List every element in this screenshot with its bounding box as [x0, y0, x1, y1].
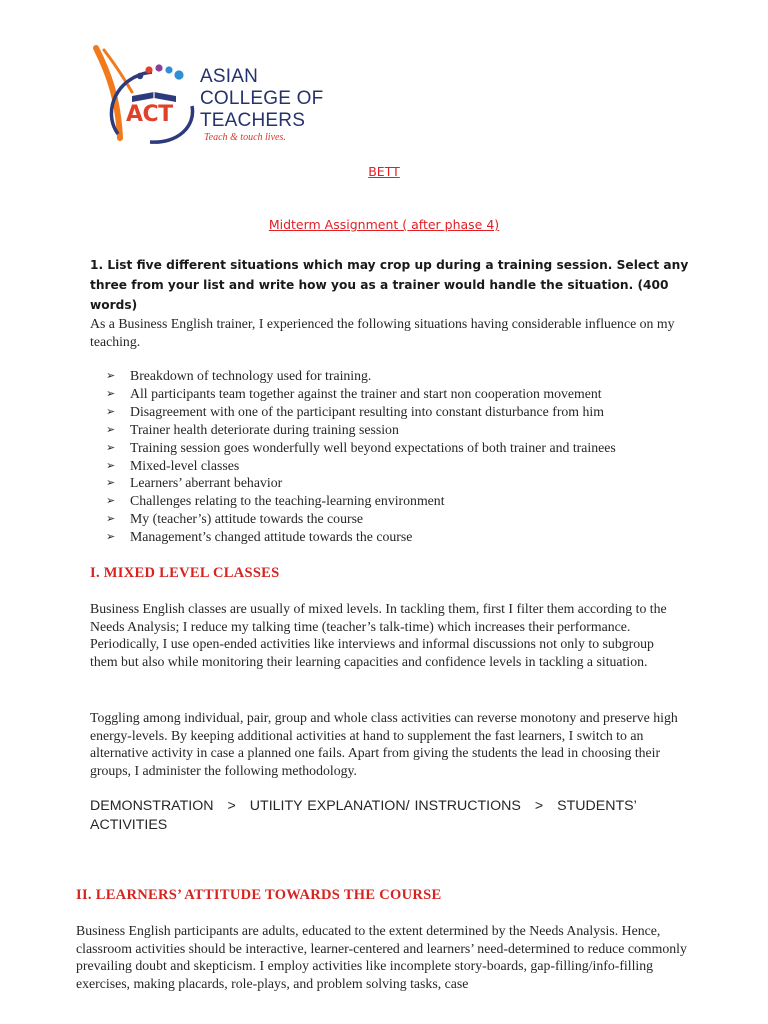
arrow-bullet-icon: ➢ — [106, 494, 116, 508]
arrow-bullet-icon: ➢ — [106, 386, 116, 400]
section1-paragraph-1: Business English classes are usually of mixed levels. In tackling them, first I filter them according to the Needs Analysis; I reduce my talking time (teacher’s talk-time) which increases their performance. Periodically, I use open-ended activities like interviews and informal discussions not only to subgroup them but also while monitoring their learning capacities and confidence levels in tackling a situation. — [90, 601, 667, 669]
list-item-text: My (teacher’s) attitude towards the course — [130, 511, 364, 527]
section-heading-mixed-level: I. MIXED LEVEL CLASSES — [90, 565, 280, 581]
arrow-bullet-icon: ➢ — [106, 440, 116, 454]
list-item — [106, 439, 616, 457]
logo-emblem-icon — [88, 42, 200, 152]
college-logo — [88, 42, 338, 152]
methodology-flow — [90, 797, 670, 835]
list-item-text: Learners’ aberrant behavior — [130, 475, 283, 491]
arrow-bullet-icon: ➢ — [106, 458, 116, 472]
section1-paragraph-2: Toggling among individual, pair, group and whole class activities can reverse monotony and preserve high energy-levels. By keeping additional activities at hand to supplement the fast learners, I switch to an alternative activity in case a planned one fails. Apart from giving the students the lead in choosing their groups, I administer the following methodology. — [90, 710, 678, 778]
list-item — [106, 510, 616, 528]
intro-paragraph: As a Business English trainer, I experienced the following situations having considerable influence on my teaching. — [90, 316, 675, 349]
arrow-bullet-icon: ➢ — [106, 512, 116, 526]
list-item-text: Mixed-level classes — [130, 457, 240, 473]
arrow-bullet-icon: ➢ — [106, 369, 116, 382]
list-item-text: Training session goes wonderfully well beyond expectations of both trainer and trainees — [130, 439, 616, 455]
list-item — [106, 528, 616, 546]
section-heading-learners-attitude: II. LEARNERS’ ATTITUDE TOWARDS THE COURSE — [76, 887, 442, 903]
list-item — [106, 367, 616, 385]
logo-tagline: Teach & touch lives. — [204, 132, 286, 143]
list-item-text: Disagreement with one of the participant resulting into constant disturbance from him — [130, 403, 604, 419]
arrow-bullet-icon: ➢ — [106, 530, 116, 544]
arrow-bullet-icon: ➢ — [106, 404, 116, 418]
flow-step-explanation: UTILITY EXPLANATION/ INSTRUCTIONS — [249, 798, 521, 814]
list-item — [106, 385, 616, 403]
flow-arrow: > — [534, 798, 544, 814]
list-item — [106, 474, 616, 492]
logo-line-college: COLLEGE OF — [200, 88, 324, 109]
logo-monogram: ACT — [126, 102, 173, 127]
flow-arrow: > — [227, 798, 236, 814]
list-item — [106, 403, 616, 421]
list-item-text: Management’s changed attitude towards the course — [130, 529, 413, 545]
list-item — [106, 457, 616, 475]
flow-step-activities: STUDENTS’ ACTIVITIES — [90, 798, 637, 833]
list-item — [106, 492, 616, 510]
list-item-text: All participants team together against the trainer and start non cooperation movement — [130, 385, 602, 401]
flow-step-demonstration: DEMONSTRATION — [90, 798, 214, 814]
logo-line-asian: ASIAN — [200, 66, 259, 87]
assignment-question: 1. List five different situations which may crop up during a training session. Select any three from your list and write how you as a trainer would handle the situation. (400 words) — [90, 258, 689, 312]
list-item — [106, 421, 616, 439]
document-title: BETT — [368, 164, 400, 179]
logo-wordmark — [200, 66, 323, 132]
situations-list — [106, 367, 616, 546]
section2-paragraph-1: Business English participants are adults, educated to the extent determined by the Needs Analysis. Hence, classroom activities should be interactive, learner-centered and learners’ need-determined to reduce commonly prevailing doubt and skepticism. I employ activities like incomplete story-boards, gap-filling/info-filling exercises, making placards, role-plays, and problem solving tasks, case — [76, 923, 687, 991]
list-item-text: Challenges relating to the teaching-learning environment — [130, 493, 445, 509]
arrow-bullet-icon: ➢ — [106, 476, 116, 490]
list-item-text: Trainer health deteriorate during training session — [130, 421, 399, 437]
list-item-text: Breakdown of technology used for training. — [130, 368, 372, 383]
arrow-bullet-icon: ➢ — [106, 422, 116, 436]
logo-line-teachers: TEACHERS — [200, 110, 306, 131]
document-subtitle: Midterm Assignment ( after phase 4) — [268, 217, 500, 232]
